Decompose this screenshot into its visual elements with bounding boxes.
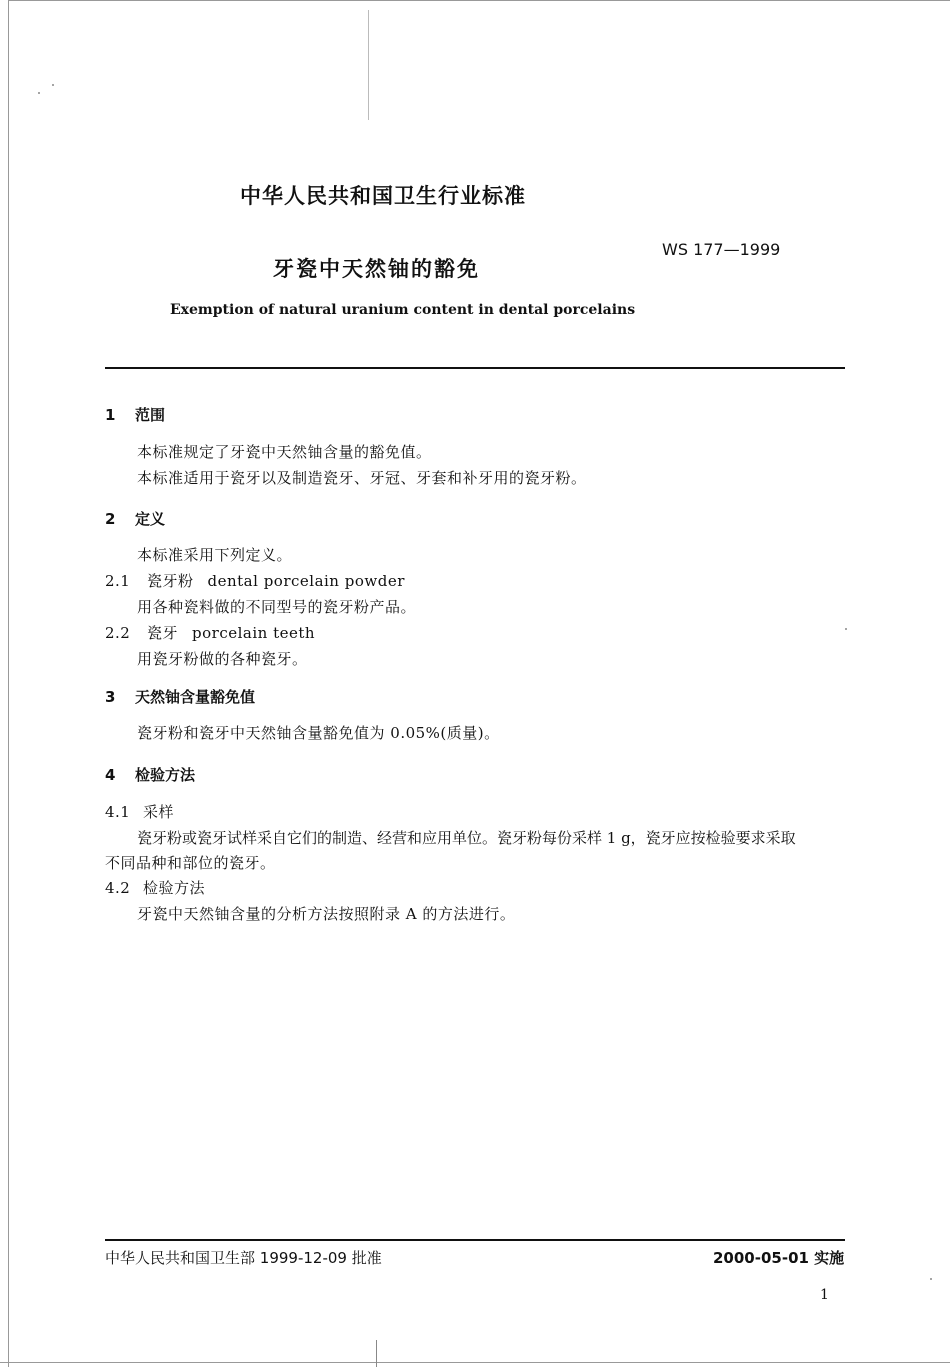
- section-number: 1: [105, 406, 116, 424]
- definition-2-2-text: 用瓷牙粉做的各种瓷牙。: [137, 650, 308, 668]
- section-3-paragraph: 瓷牙粉和瓷牙中天然铀含量豁免值为 0.05%(质量)。: [137, 724, 500, 742]
- scan-center-mark: [368, 10, 369, 120]
- standard-title: 中华人民共和国卫生行业标准: [240, 184, 526, 208]
- standard-code: WS 177—1999: [662, 240, 781, 259]
- clause-number: 2.2: [105, 624, 131, 642]
- scan-bottom-border: [0, 1362, 950, 1363]
- section-number: 2: [105, 510, 116, 528]
- section-number: 3: [105, 688, 116, 706]
- section-title: 检验方法: [135, 766, 196, 784]
- clause-number: 4.2: [105, 879, 131, 897]
- definition-2-1-text: 用各种瓷料做的不同型号的瓷牙粉产品。: [137, 598, 417, 616]
- definition-term-en: dental porcelain powder: [207, 572, 405, 590]
- header-divider: [105, 367, 845, 369]
- clause-4-1-heading: [105, 801, 174, 822]
- footer-divider: [105, 1239, 845, 1241]
- section-2-paragraph: 本标准采用下列定义。: [137, 546, 293, 564]
- section-1-paragraph: 本标准规定了牙瓷中天然铀含量的豁免值。: [137, 443, 432, 461]
- section-number: 4: [105, 766, 116, 784]
- section-1-heading: [105, 404, 165, 425]
- section-3-heading: [105, 686, 255, 707]
- document-title-en: Exemption of natural uranium content in dental porcelains: [170, 302, 636, 318]
- clause-number: 2.1: [105, 572, 131, 590]
- section-2-heading: [105, 508, 165, 529]
- approval-line: 中华人民共和国卫生部 1999-12-09 批准: [105, 1249, 382, 1267]
- section-title: 范围: [135, 406, 166, 424]
- definition-term-en: porcelain teeth: [192, 624, 316, 642]
- clause-4-2-text: 牙瓷中天然铀含量的分析方法按照附录 A 的方法进行。: [137, 905, 516, 923]
- scan-speck: [845, 628, 847, 630]
- section-title: 天然铀含量豁免值: [135, 688, 256, 706]
- scan-speck: [930, 1278, 932, 1280]
- section-4-heading: [105, 764, 195, 785]
- effective-date-line: 2000-05-01 实施: [713, 1249, 845, 1267]
- page-number: 1: [820, 1287, 829, 1303]
- clause-number: 4.1: [105, 803, 131, 821]
- definition-2-1: [105, 570, 405, 591]
- clause-4-1-text: 瓷牙粉或瓷牙试样采自它们的制造、经营和应用单位。瓷牙粉每份采样 1 g，瓷牙应按检验要求采取: [137, 829, 796, 847]
- scan-top-border: [8, 0, 950, 1]
- scan-speck: [38, 92, 40, 94]
- clause-4-2-heading: [105, 877, 205, 898]
- clause-title: 采样: [143, 803, 175, 821]
- definition-term: 瓷牙粉: [147, 572, 194, 590]
- clause-4-1-text-cont: 不同品种和部位的瓷牙。: [105, 854, 276, 872]
- document-title-cn: 牙瓷中天然铀的豁免: [273, 257, 480, 281]
- definition-term: 瓷牙: [147, 624, 179, 642]
- definition-2-2: [105, 622, 315, 643]
- scan-speck: [52, 84, 54, 86]
- section-title: 定义: [135, 510, 166, 528]
- scan-center-mark-lower: [376, 1340, 377, 1367]
- clause-title: 检验方法: [143, 879, 206, 897]
- section-1-paragraph: 本标准适用于瓷牙以及制造瓷牙、牙冠、牙套和补牙用的瓷牙粉。: [137, 469, 587, 487]
- scan-left-border: [8, 0, 9, 1367]
